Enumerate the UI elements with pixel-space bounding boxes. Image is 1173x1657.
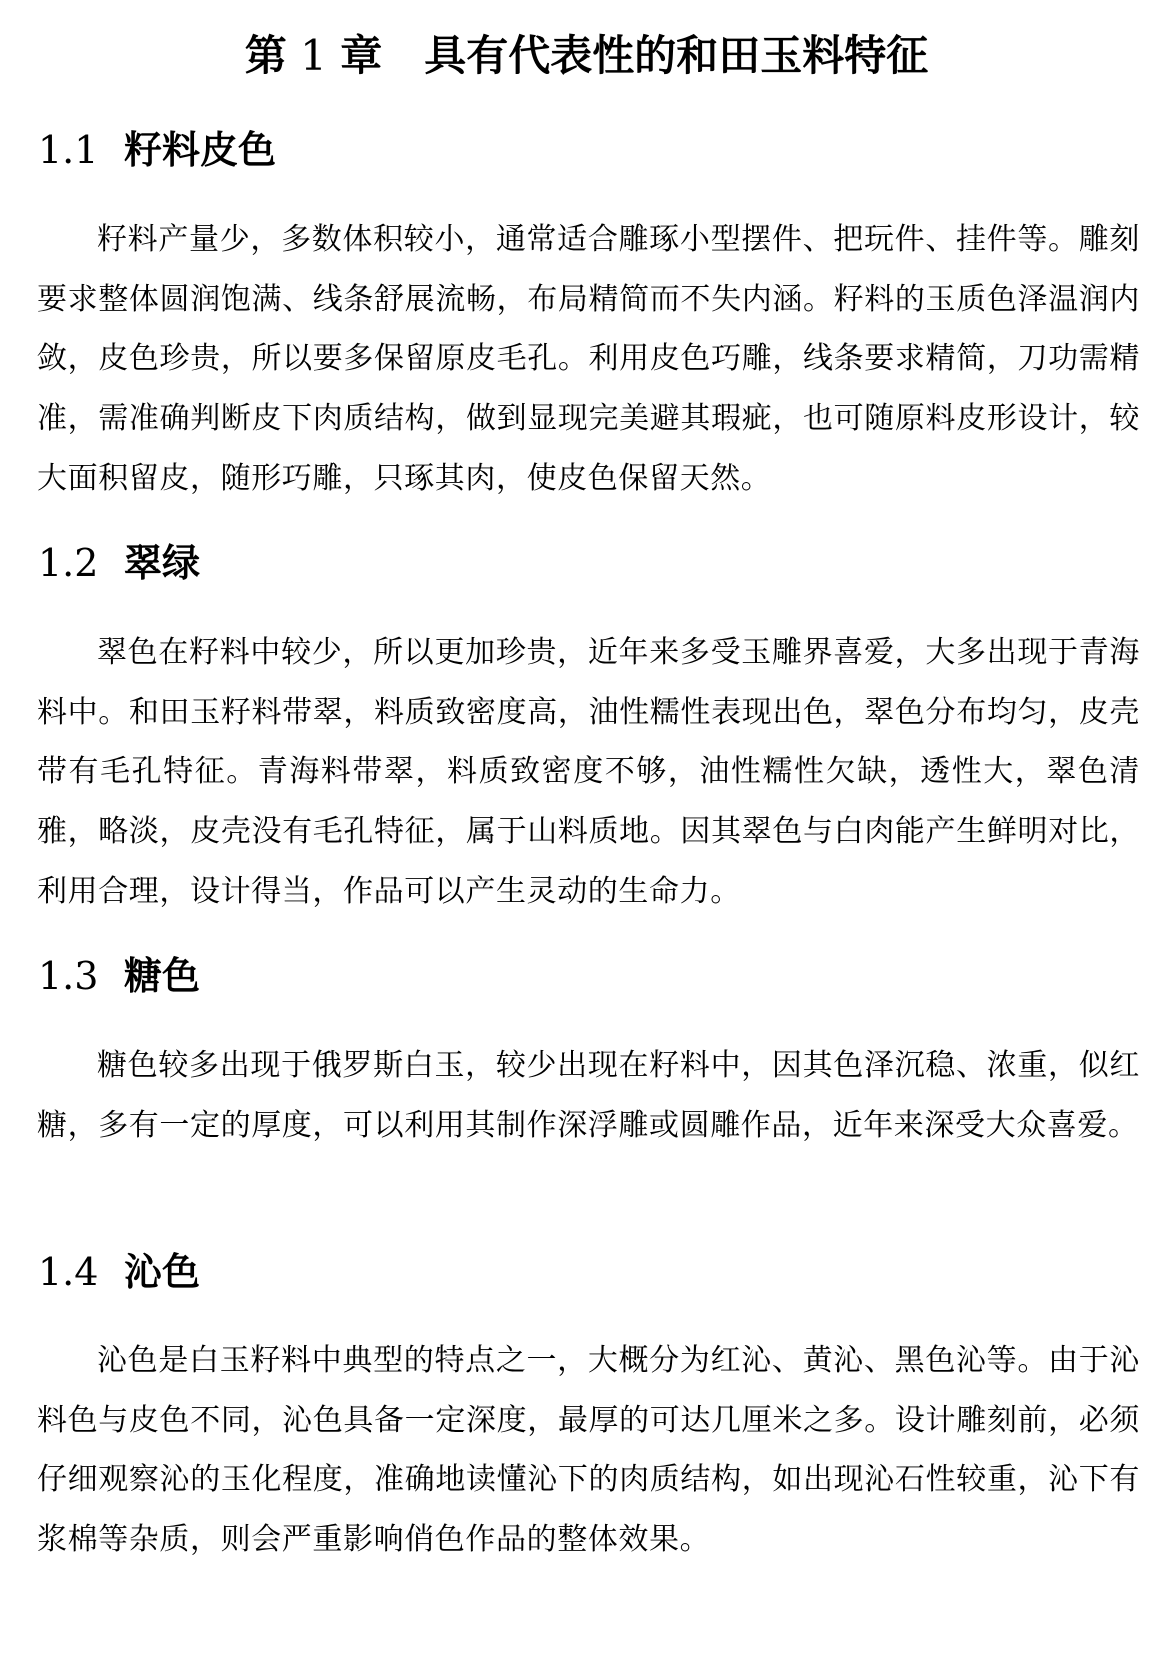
section-title: 籽料皮色 — [124, 128, 277, 172]
section-paragraph-1-4: 沁色是白玉籽料中典型的特点之一，大概分为红沁、黄沁、黑色沁等。由于沁料色与皮色不同，沁色具备一定深度，最厚的可达几厘米之多。设计雕刻前，必须仔细观察沁的玉化程度，准确地读懂沁下的肉质结构，如出现沁石性较重，沁下有浆棉等杂质，则会严重影响俏色作品的整体效果。 — [37, 1343, 1140, 1558]
section-number: 1.4 — [38, 1250, 99, 1294]
chapter-number: 1 — [300, 31, 327, 80]
chapter-suffix: 章 — [340, 31, 383, 80]
section-title: 沁色 — [124, 1250, 201, 1294]
section-number: 1.1 — [38, 128, 99, 172]
section-heading-1-4 — [38, 1244, 200, 1300]
section-heading-1-3 — [38, 948, 200, 1004]
section-number: 1.3 — [38, 954, 99, 998]
section-paragraph-1-2: 翠色在籽料中较少，所以更加珍贵，近年来多受玉雕界喜爱，大多出现于青海料中。和田玉籽料带翠，料质致密度高，油性糯性表现出色，翠色分布均匀，皮壳带有毛孔特征。青海料带翠，料质致密度不够，油性糯性欠缺，透性大，翠色清雅，略淡，皮壳没有毛孔特征，属于山料质地。因其翠色与白肉能产生鲜明对比，利用合理，设计得当，作品可以产生灵动的生命力。 — [37, 635, 1140, 909]
section-title: 糖色 — [124, 954, 201, 998]
section-paragraph-1-1: 籽料产量少，多数体积较小，通常适合雕琢小型摆件、把玩件、挂件等。雕刻要求整体圆润饱满、线条舒展流畅，布局精简而不失内涵。籽料的玉质色泽温润内敛，皮色珍贵，所以要多保留原皮毛孔。利用皮色巧雕，线条要求精简，刀功需精准，需准确判断皮下肉质结构，做到显现完美避其瑕疵，也可随原料皮形设计，较大面积留皮，随形巧雕，只琢其肉，使皮色保留天然。 — [37, 222, 1140, 496]
section-title: 翠绿 — [124, 541, 201, 585]
chapter-heading-text: 具有代表性的和田玉料特征 — [424, 31, 929, 80]
section-heading-1-1 — [38, 122, 276, 178]
section-heading-1-2 — [38, 535, 200, 591]
section-paragraph-1-3: 糖色较多出现于俄罗斯白玉，较少出现在籽料中，因其色泽沉稳、浓重，似红糖，多有一定的厚度，可以利用其制作深浮雕或圆雕作品，近年来深受大众喜爱。 — [37, 1048, 1140, 1143]
chapter-title — [0, 26, 1173, 86]
chapter-prefix: 第 — [244, 31, 287, 80]
section-number: 1.2 — [38, 541, 99, 585]
